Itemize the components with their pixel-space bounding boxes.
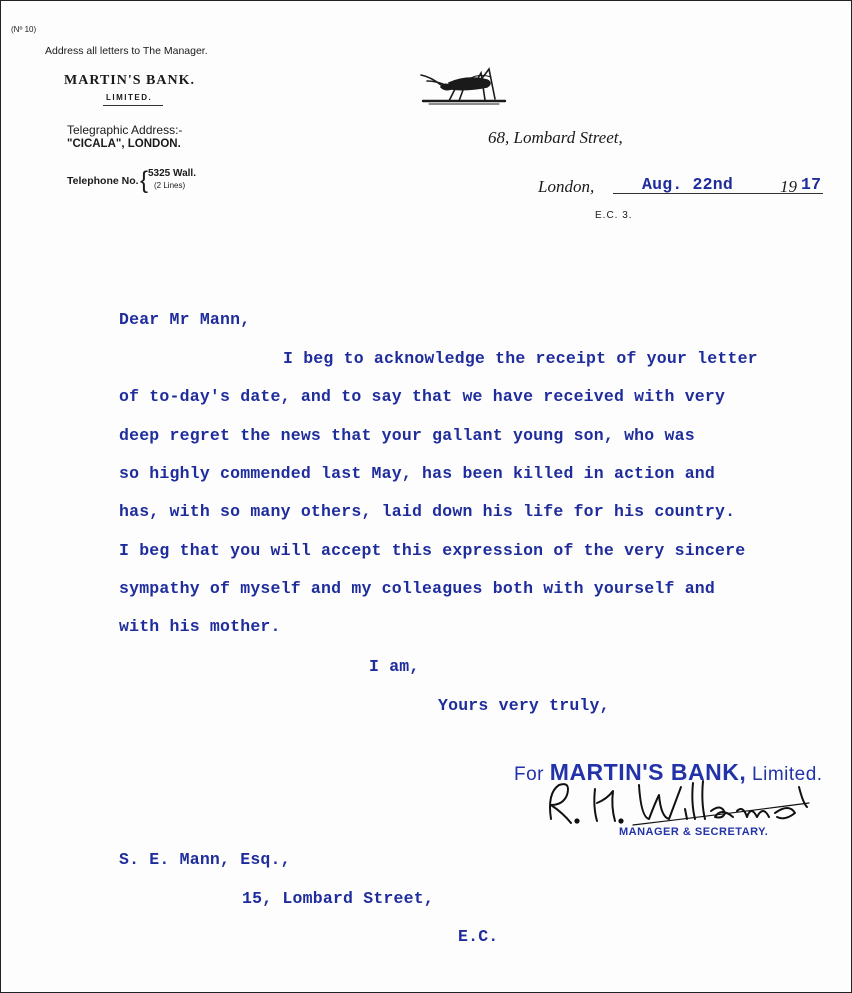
addressee-name: S. E. Mann, Esq.,: [119, 850, 291, 869]
telephone-lines: (2 Lines): [154, 181, 186, 190]
letterhead-bank-name: MARTIN'S BANK.: [64, 73, 195, 88]
closing-line: I am,: [369, 657, 420, 676]
telegraphic-address: "CICALA", LONDON.: [67, 138, 181, 150]
body-line: I beg to acknowledge the receipt of your letter: [283, 349, 758, 368]
body-line: deep regret the news that your gallant young son, who was: [119, 426, 695, 445]
body-line: I beg that you will accept this expression of the very sincere: [119, 541, 746, 560]
salutation: Dear Mr Mann,: [119, 310, 251, 329]
signature: [537, 773, 817, 833]
letterhead-divider: [103, 105, 163, 106]
letter-year-typed: 17: [801, 175, 822, 194]
letter-date: Aug. 22nd: [642, 175, 733, 194]
stamp-title: MANAGER & SECRETARY.: [619, 826, 769, 838]
telephone-number: 5325 Wall.: [148, 168, 196, 179]
letterhead-address-instruction: Address all letters to The Manager.: [45, 45, 208, 57]
letterhead-street: 68, Lombard Street,: [488, 128, 623, 147]
telegraphic-label: Telegraphic Address:-: [67, 123, 183, 137]
body-line: of to-day's date, and to say that we have received with very: [119, 387, 726, 406]
postal-district: E.C. 3.: [595, 210, 633, 221]
stamp-for: For: [514, 764, 544, 785]
body-line: sympathy of myself and my colleagues both with yourself and: [119, 579, 715, 598]
telephone-brace: {: [140, 167, 149, 194]
closing-valediction: Yours very truly,: [438, 696, 610, 715]
body-line: so highly commended last May, has been killed in action and: [119, 464, 715, 483]
stamp-bank-name: MARTIN'S BANK,: [549, 759, 747, 785]
reference-number: (Nº 10): [11, 25, 37, 34]
telephone-label: Telephone No.: [67, 175, 139, 187]
letter-year-printed: 19: [780, 177, 797, 196]
grasshopper-icon: [419, 63, 509, 111]
letterhead-city: London,: [538, 177, 595, 196]
letterhead-bank-limited: LIMITED.: [106, 93, 153, 102]
body-line: with his mother.: [119, 617, 281, 636]
body-line: has, with so many others, laid down his life for his country.: [119, 502, 736, 521]
stamp-limited: Limited.: [752, 764, 823, 785]
addressee-district: E.C.: [458, 927, 499, 946]
addressee-street: 15, Lombard Street,: [242, 889, 434, 908]
